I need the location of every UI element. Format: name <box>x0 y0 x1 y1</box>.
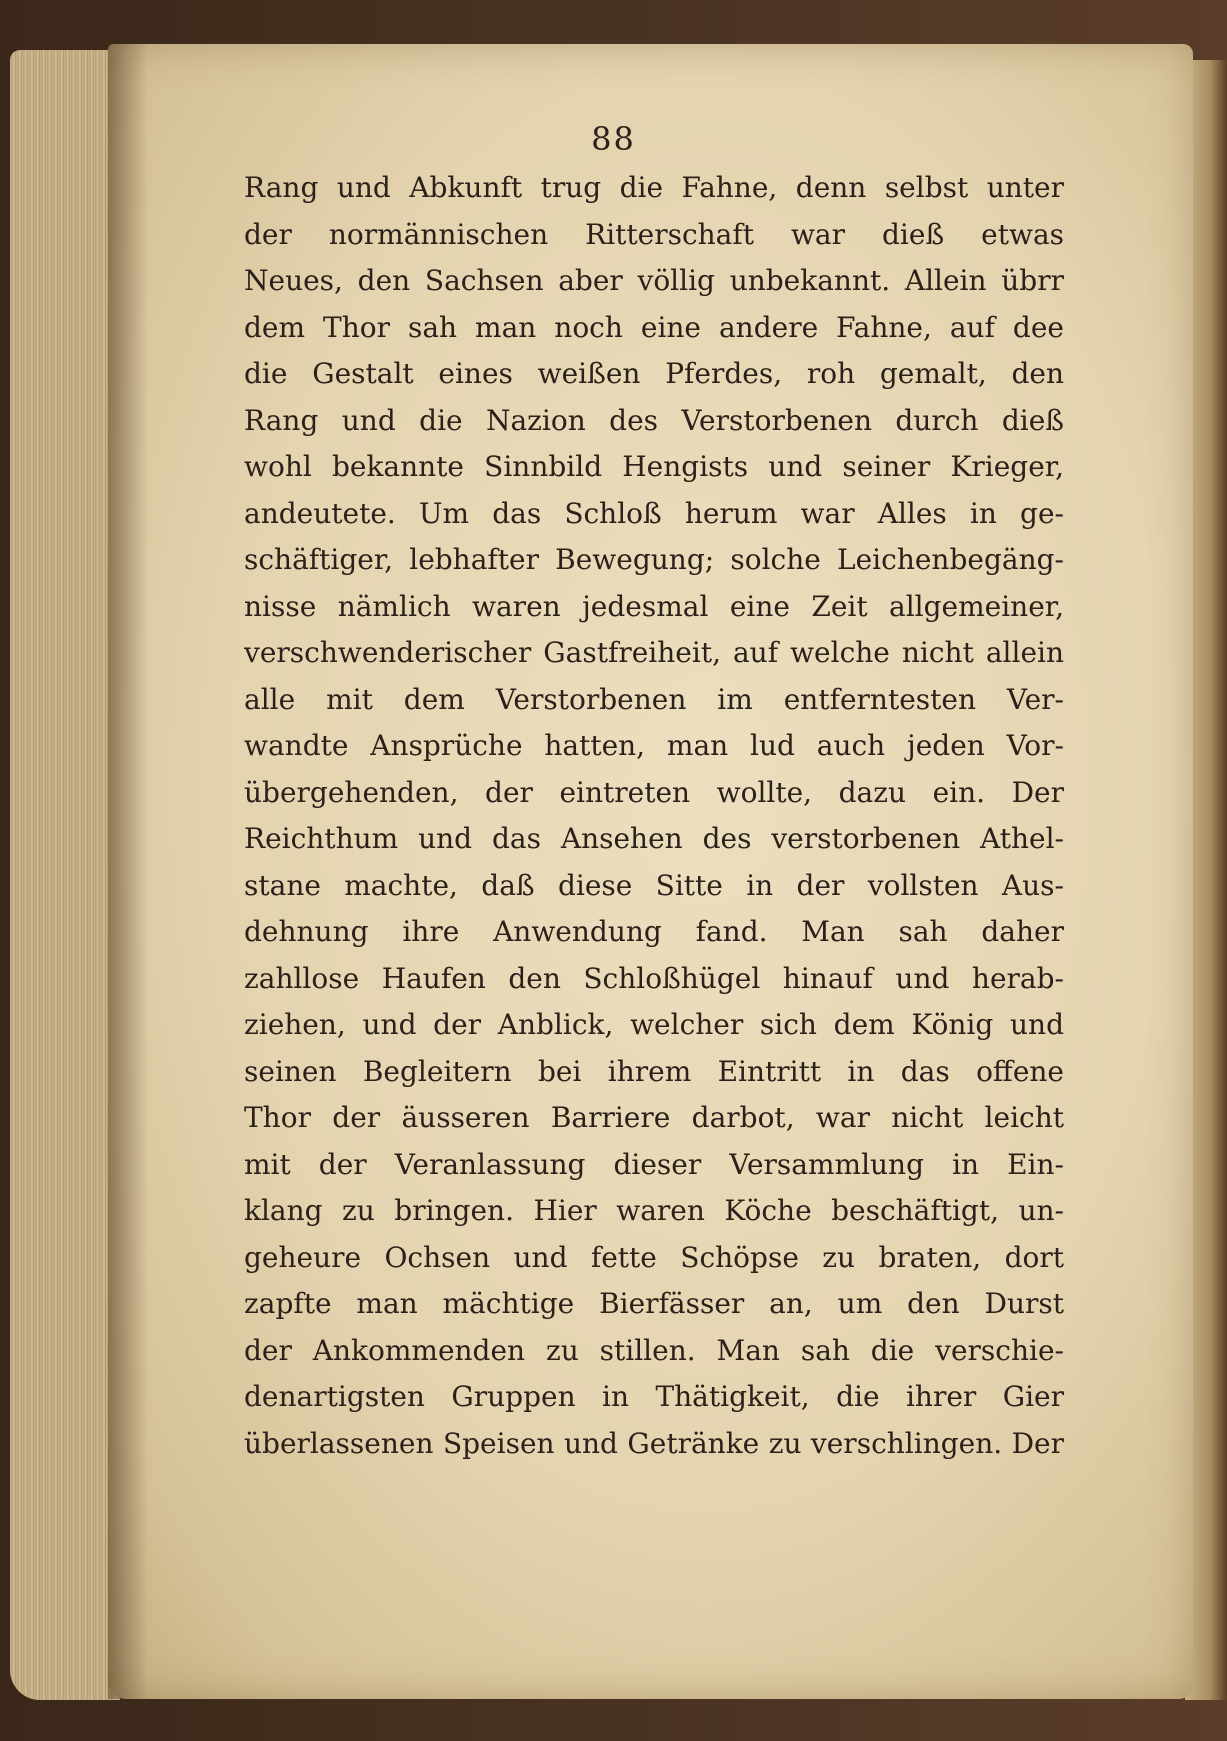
text-line: der normännischen Ritterschaft war dieß etwas <box>244 217 1064 251</box>
text-line: schäftiger, lebhafter Bewegung; solche Leichenbegäng- <box>244 543 1064 576</box>
text-line: überlassenen Speisen und Getränke zu verschlingen. Der <box>244 1426 1064 1460</box>
text-line: übergehenden, der eintreten wollte, dazu ein. Der <box>244 775 1064 809</box>
page-gutter-shadow <box>108 44 148 1699</box>
text-line: Neues, den Sachsen aber völlig unbekannt. Allein übrr <box>244 264 1064 297</box>
text-line: nisse nämlich waren jedesmal eine Zeit allgemeiner, <box>244 589 1064 623</box>
text-line: wohl bekannte Sinnbild Hengists und seiner Krieger, <box>244 450 1064 483</box>
text-line: denartigsten Gruppen in Thätigkeit, die ihrer Gier <box>244 1380 1064 1413</box>
text-line: der Ankommenden zu stillen. Man sah die verschie- <box>244 1333 1064 1367</box>
text-line: klang zu bringen. Hier waren Köche beschäftigt, un- <box>244 1194 1064 1227</box>
page-number: 88 <box>591 120 636 158</box>
text-line: wandte Ansprüche hatten, man lud auch jeden Vor- <box>244 729 1064 762</box>
text-line: Rang und die Nazion des Verstorbenen durch dieß <box>244 403 1064 437</box>
text-line: Rang und Abkunft trug die Fahne, denn selbst unter <box>244 171 1064 204</box>
text-line: ziehen, und der Anblick, welcher sich dem König und <box>244 1008 1064 1041</box>
text-line: geheure Ochsen und fette Schöpse zu braten, dort <box>244 1240 1064 1274</box>
text-line: zapfte man mächtige Bierfässer an, um den Durst <box>244 1287 1064 1320</box>
text-line: Thor der äusseren Barriere darbot, war nicht leicht <box>244 1101 1064 1134</box>
text-line: stane machte, daß diese Sitte in der vollsten Aus- <box>244 868 1064 902</box>
text-line: zahllose Haufen den Schloßhügel hinauf und herab- <box>244 961 1064 995</box>
text-line: mit der Veranlassung dieser Versammlung in Ein- <box>244 1147 1064 1181</box>
text-line: seinen Begleitern bei ihrem Eintritt in das offene <box>244 1054 1064 1088</box>
text-line: dehnung ihre Anwendung fand. Man sah daher <box>244 915 1064 948</box>
text-line: alle mit dem Verstorbenen im entferntesten Ver- <box>244 682 1064 716</box>
page-edges-stack <box>10 50 120 1700</box>
body-text <box>244 165 1064 1467</box>
text-line: Reichthum und das Ansehen des verstorbenen Athel- <box>244 822 1064 855</box>
text-line: dem Thor sah man noch eine andere Fahne, auf dee <box>244 310 1064 344</box>
text-line: verschwenderischer Gastfreiheit, auf welche nicht allein <box>244 636 1064 669</box>
text-line: die Gestalt eines weißen Pferdes, roh gemalt, den <box>244 357 1064 390</box>
text-line: andeutete. Um das Schloß herum war Alles in ge- <box>244 496 1064 530</box>
